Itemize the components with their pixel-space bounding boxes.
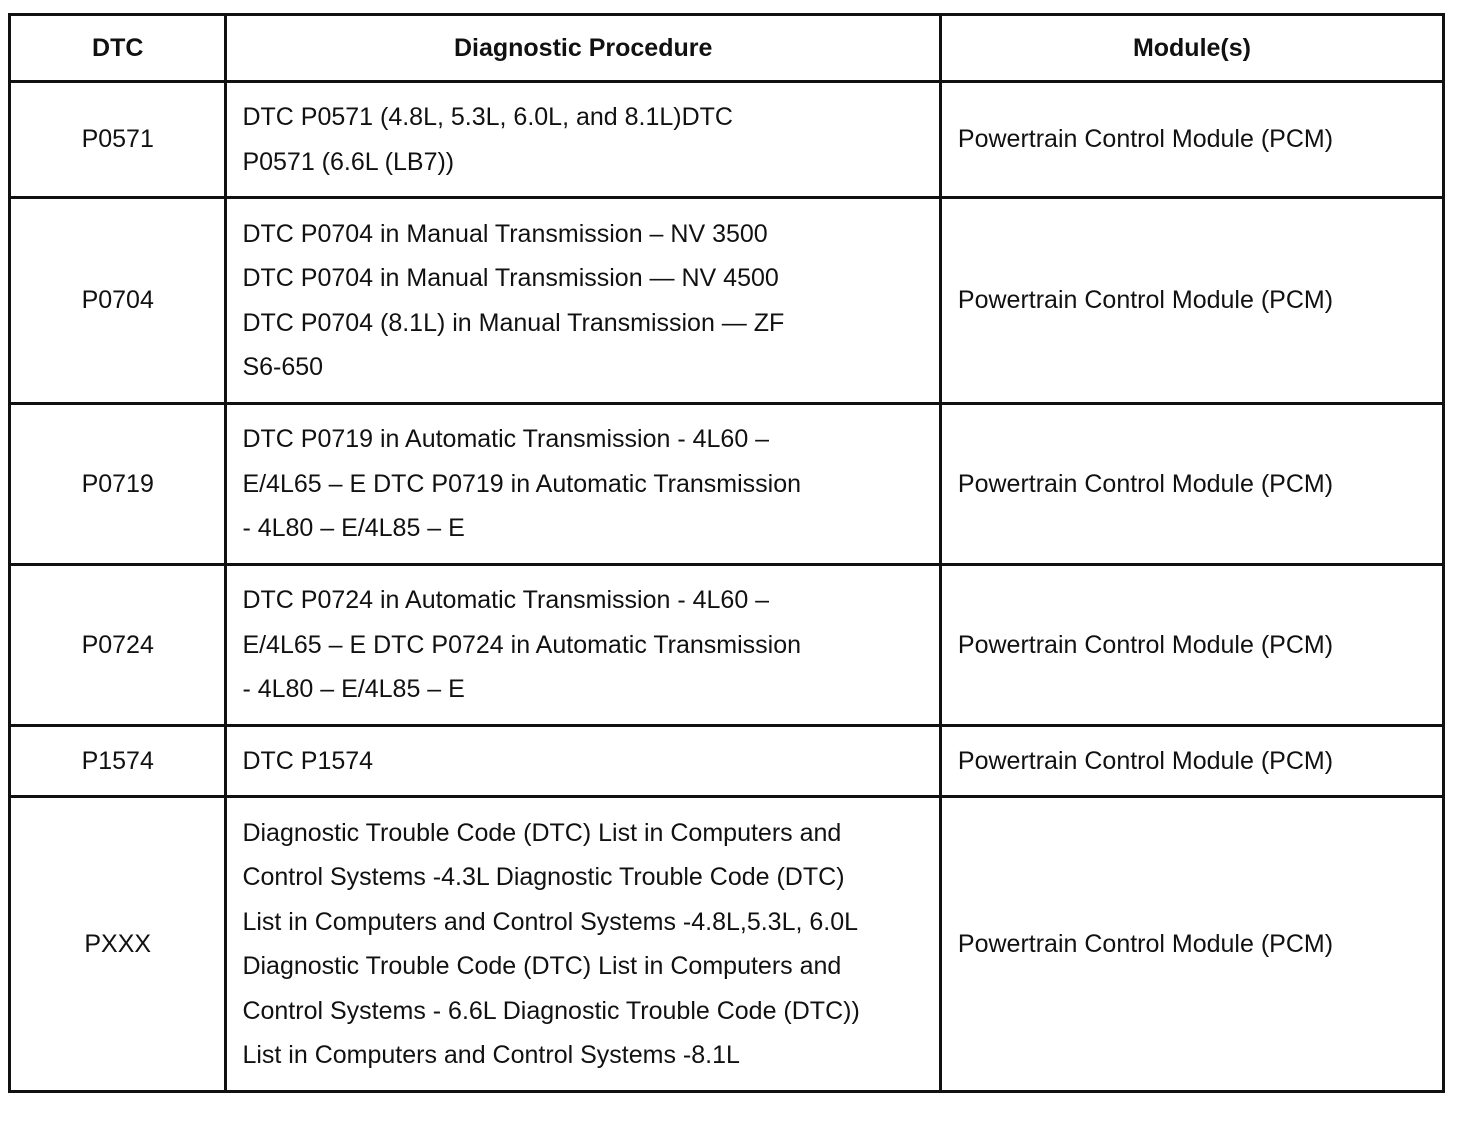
procedure-line: DTC P0704 (8.1L) in Manual Transmission — ZF xyxy=(242,308,785,337)
procedure-line: Control Systems - 6.6L Diagnostic Trouble Code (DTC)) xyxy=(242,996,860,1025)
table-row xyxy=(10,565,1444,726)
table-row xyxy=(10,198,1444,404)
dtc-code: P1574 xyxy=(10,726,226,797)
table-header-row xyxy=(10,15,1444,82)
diagnostic-procedure xyxy=(226,82,940,198)
procedure-line: S6-650 xyxy=(242,353,324,381)
procedure-line: E/4L65 – E DTC P0719 in Automatic Transmission xyxy=(242,469,802,498)
module-name: Powertrain Control Module (PCM) xyxy=(940,198,1443,404)
procedure-line: E/4L65 – E DTC P0724 in Automatic Transmission xyxy=(242,630,802,659)
procedure-line: DTC P0704 in Manual Transmission — NV 4500 xyxy=(242,264,779,292)
header-dtc: DTC xyxy=(10,15,226,82)
dtc-code: PXXX xyxy=(10,797,226,1092)
procedure-line: Control Systems -4.3L Diagnostic Trouble Code (DTC) xyxy=(242,863,845,891)
procedure-line: DTC P0719 in Automatic Transmission - 4L60 – xyxy=(242,425,770,454)
dtc-code: P0724 xyxy=(10,565,226,726)
diagnostic-procedure xyxy=(226,198,940,404)
table-row xyxy=(10,797,1444,1092)
dtc-code: P0571 xyxy=(10,82,226,198)
procedure-line: Diagnostic Trouble Code (DTC) List in Computers and xyxy=(242,818,842,847)
table-row xyxy=(10,404,1444,565)
module-name: Powertrain Control Module (PCM) xyxy=(940,797,1443,1092)
procedure-line: DTC P0704 in Manual Transmission – NV 3500 xyxy=(242,219,768,248)
diagnostic-procedure xyxy=(226,726,940,797)
procedure-line: - 4L80 – E/4L85 – E xyxy=(242,675,465,704)
dtc-code: P0704 xyxy=(10,198,226,404)
table-row xyxy=(10,82,1444,198)
module-name: Powertrain Control Module (PCM) xyxy=(940,565,1443,726)
diagnostic-procedure xyxy=(226,565,940,726)
procedure-line: List in Computers and Control Systems -4.8L,5.3L, 6.0L xyxy=(242,907,859,936)
procedure-line: List in Computers and Control Systems -8.1L xyxy=(242,1041,740,1069)
procedure-line: DTC P0724 in Automatic Transmission - 4L60 – xyxy=(242,586,770,615)
procedure-line: - 4L80 – E/4L85 – E xyxy=(242,514,465,543)
procedure-line: DTC P1574 xyxy=(242,746,374,775)
dtc-table xyxy=(8,13,1445,1093)
diagnostic-procedure xyxy=(226,404,940,565)
procedure-line: P0571 (6.6L (LB7)) xyxy=(242,147,455,176)
dtc-code: P0719 xyxy=(10,404,226,565)
header-modules: Module(s) xyxy=(940,15,1443,82)
header-diagnostic-procedure: Diagnostic Procedure xyxy=(226,15,940,82)
procedure-line: Diagnostic Trouble Code (DTC) List in Computers and xyxy=(242,952,842,980)
procedure-line: DTC P0571 (4.8L, 5.3L, 6.0L, and 8.1L)DTC xyxy=(242,103,733,131)
module-name: Powertrain Control Module (PCM) xyxy=(940,726,1443,797)
module-name: Powertrain Control Module (PCM) xyxy=(940,404,1443,565)
diagnostic-procedure xyxy=(226,797,940,1092)
module-name: Powertrain Control Module (PCM) xyxy=(940,82,1443,198)
table-row xyxy=(10,726,1444,797)
